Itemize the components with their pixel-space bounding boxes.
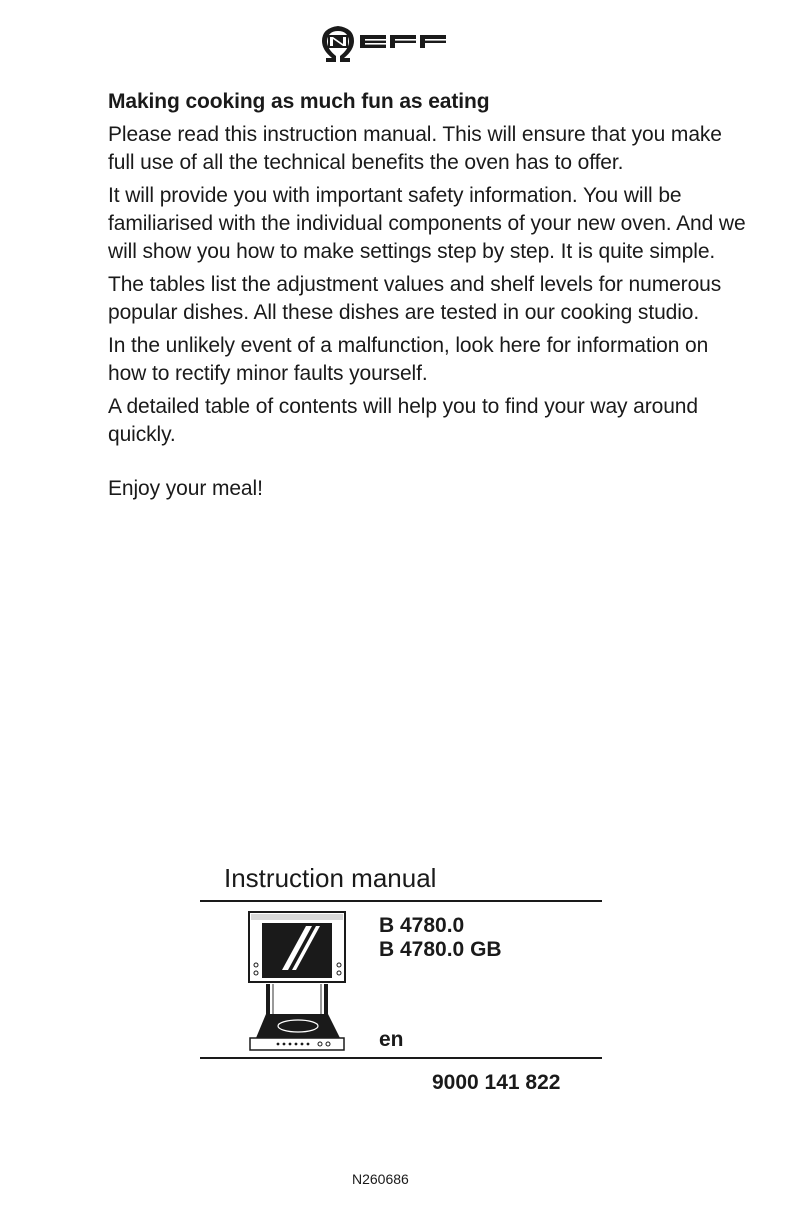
intro-paragraph-2: It will provide you with important safety information. You will be familiarised with the individual components of your new oven. And we will show you how to make settings step by step. It is quite simple. (108, 184, 746, 263)
intro-paragraph-1: Please read this instruction manual. This will ensure that you make full use of all the technical benefits the oven has to offer. (108, 123, 722, 174)
intro-paragraph-3: The tables list the adjustment values and shelf levels for numerous popular dishes. All these dishes are tested in our cooking studio. (108, 273, 722, 324)
model-numbers (379, 914, 502, 962)
part-number: 9000 141 822 (432, 1071, 561, 1094)
model-number: B 4780.0 GB (379, 938, 502, 961)
oven-illustration-icon (248, 910, 348, 1052)
title-divider-bottom (200, 1057, 602, 1059)
intro-closing: Enjoy your meal! (108, 477, 263, 500)
language-code: en (379, 1028, 404, 1051)
intro-heading: Making cooking as much fun as eating (108, 90, 490, 113)
neff-logo (318, 22, 458, 64)
document-code: N260686 (352, 1171, 409, 1187)
intro-paragraph-4: In the unlikely event of a malfunction, look here for information on how to rectify minor faults yourself. (108, 334, 709, 385)
manual-title: Instruction manual (224, 863, 437, 893)
intro-paragraph-5: A detailed table of contents will help you to find your way around quickly. (108, 395, 698, 446)
model-number: B 4780.0 (379, 914, 465, 937)
title-divider-top (200, 900, 602, 902)
intro-section (108, 88, 748, 508)
